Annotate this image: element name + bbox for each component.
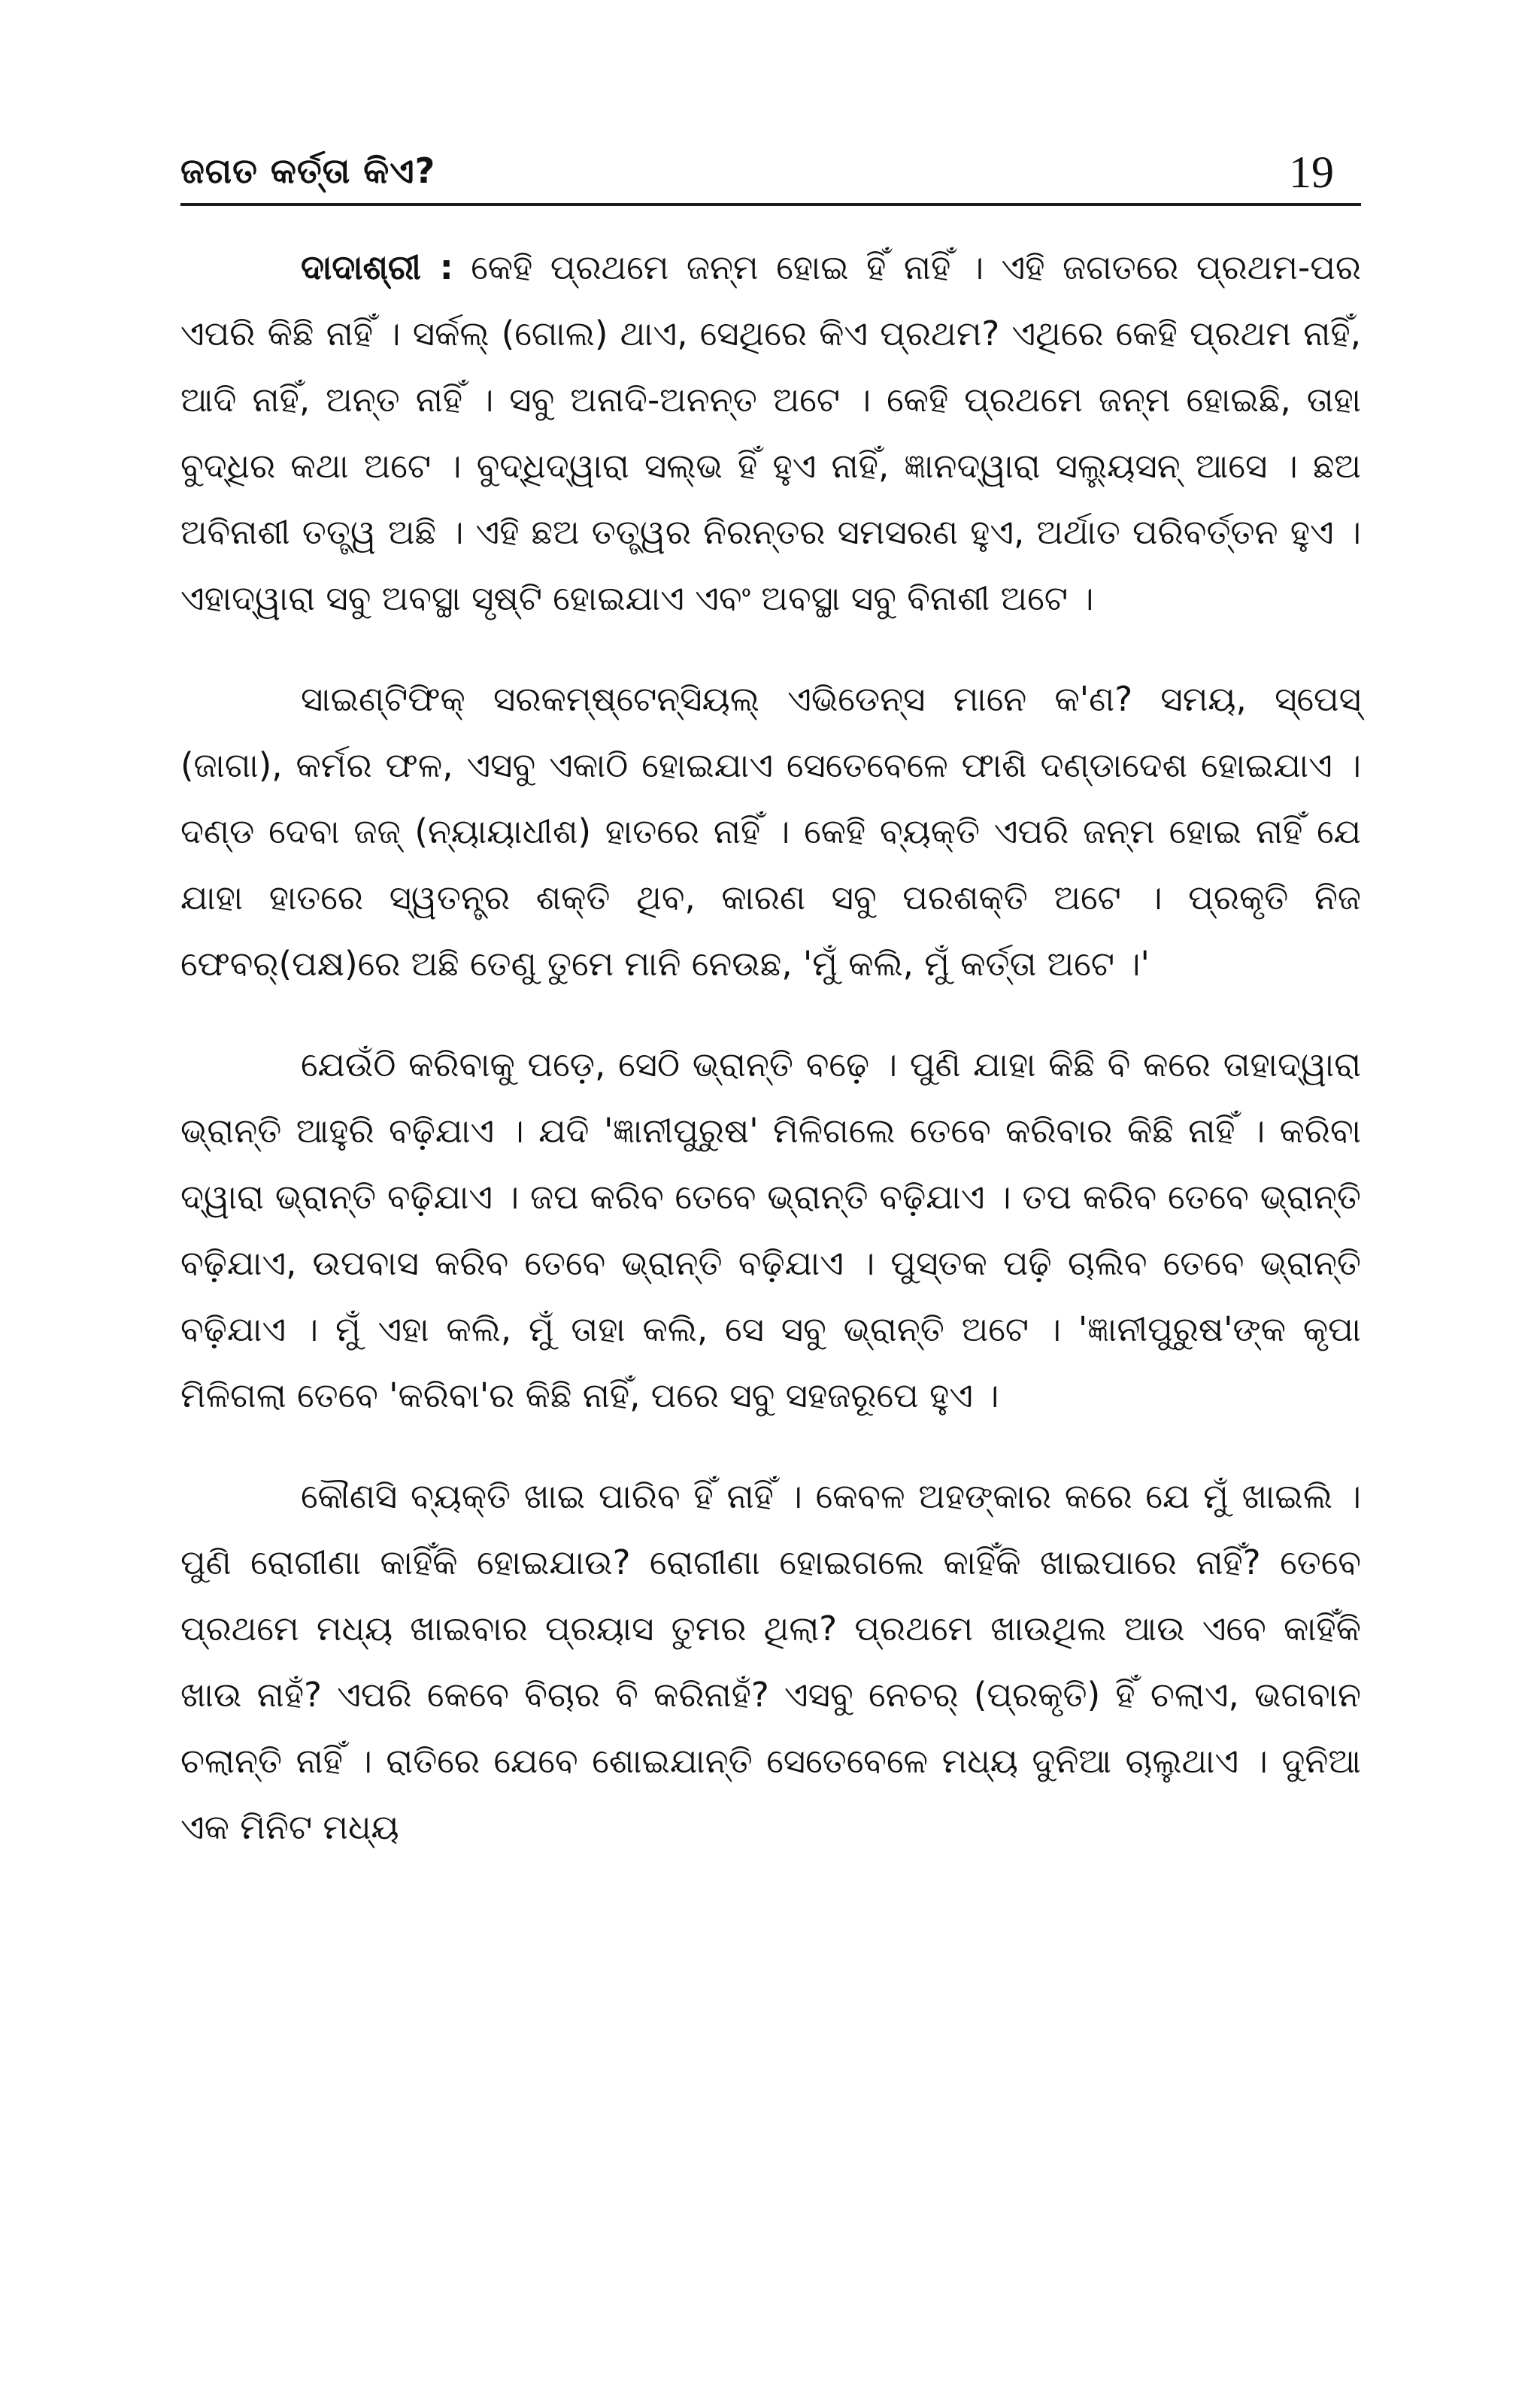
paragraph-1 xyxy=(180,235,1361,632)
body-text xyxy=(180,235,1361,1861)
paragraph-4: କୌଣସି ବ୍ୟକ୍ତି ଖାଇ ପାରିବ ହିଁ ନାହିଁ । କେବଳ ଅହଙ୍କାର କରେ ଯେ ମୁଁ ଖାଇଲି । ପୁଣି ରୋଗୀଣା କାହିଁକି ହୋଇଯାଉ? ରୋଗୀଣା ହୋଇଗଲେ କାହିଁକି ଖାଇପାରେ ନାହିଁ? ତେବେ ପ୍ରଥମେ ମଧ୍ୟ ଖାଇବାର ପ୍ରୟାସ ତୁମର ଥିଲା? ପ୍ରଥମେ ଖାଉଥିଲ ଆଉ ଏବେ କାହିଁକି ଖାଉ ନାହଁ? ଏପରି କେବେ ବିଚାର ବି କରିନାହଁ? ଏସବୁ ନେଚର୍ (ପ୍ରକୃତି) ହିଁ ଚଲାଏ, ଭଗବାନ ଚଲାନ୍ତି ନାହିଁ । ରାତିରେ ଯେବେ ଶୋଇଯାନ୍ତି ସେତେବେଳେ ମଧ୍ୟ ଦୁନିଆ ଚାଲୁଥାଏ । ଦୁନିଆ ଏକ ମିନିଟ ମଧ୍ୟ xyxy=(180,1476,1361,1847)
speaker-label: ଦାଦାଶ୍ରୀ : xyxy=(301,247,453,287)
paragraph-3: ଯେଉଁଠି କରିବାକୁ ପଡ଼େ, ସେଠି ଭ୍ରାନ୍ତି ବଢ଼େ । ପୁଣି ଯାହା କିଛି ବି କରେ ତାହାଦ୍ୱାରା ଭ୍ରାନ୍ତି ଆହୁରି ବଢ଼ିଯାଏ । ଯଦି 'ଜ୍ଞାନୀପୁରୁଷ' ମିଳିଗଲେ ତେବେ କରିବାର କିଛି ନାହିଁ । କରିବା ଦ୍ୱାରା ଭ୍ରାନ୍ତି ବଢ଼ିଯାଏ । ଜପ କରିବ ତେବେ ଭ୍ରାନ୍ତି ବଢ଼ିଯାଏ । ତପ କରିବ ତେବେ ଭ୍ରାନ୍ତି ବଢ଼ିଯାଏ, ଉପବାସ କରିବ ତେବେ ଭ୍ରାନ୍ତି ବଢ଼ିଯାଏ । ପୁସ୍ତକ ପଢ଼ି ଚାଲିବ ତେବେ ଭ୍ରାନ୍ତି ବଢ଼ିଯାଏ । ମୁଁ ଏହା କଲି, ମୁଁ ତାହା କଲି, ସେ ସବୁ ଭ୍ରାନ୍ତି ଅଟେ । 'ଜ୍ଞାନୀପୁରୁଷ'ଙ୍କ କୃପା ମିଳିଗଲା ତେବେ 'କରିବା'ର କିଛି ନାହିଁ, ପରେ ସବୁ ସହଜରୂପେ ହୁଏ । xyxy=(180,1045,1361,1415)
book-page xyxy=(180,128,1361,1895)
paragraph-2: ସାଇଣ୍ଟିଫିକ୍ ସରକମ୍‌ଷ୍ଟେନ୍ସିୟଲ୍ ଏଭିଡେନ୍ସ ମାନେ କ'ଣ? ସମୟ, ସ୍ପେସ୍ (ଜାଗା), କର୍ମର ଫଳ, ଏସବୁ ଏକାଠି ହୋଇଯାଏ ସେତେବେଳେ ଫାଶି ଦଣ୍ଡାଦେଶ ହୋଇଯାଏ । ଦଣ୍ଡ ଦେବା ଜଜ୍ (ନ୍ୟାୟାଧୀଶ) ହାତରେ ନାହିଁ । କେହି ବ୍ୟକ୍ତି ଏପରି ଜନ୍ମ ହୋଇ ନାହିଁ ଯେ ଯାହା ହାତରେ ସ୍ୱତନ୍ତ୍ର ଶକ୍ତି ଥିବ, କାରଣ ସବୁ ପରଶକ୍ତି ଅଟେ । ପ୍ରକୃତି ନିଜ ଫେବର୍(ପକ୍ଷ)ରେ ଅଛି ତେଣୁ ତୁମେ ମାନି ନେଉଛ, 'ମୁଁ କଲି, ମୁଁ କର୍ତ୍ତା ଅଟେ ।' xyxy=(180,679,1362,984)
page-number: 19 xyxy=(1289,147,1334,197)
paragraph-1-text: କେହି ପ୍ରଥମେ ଜନ୍ମ ହୋଇ ହିଁ ନାହିଁ । ଏହି ଜଗତରେ ପ୍ରଥମ-ପର ଏପରି କିଛି ନାହିଁ । ସର୍କଲ୍ (ଗୋଲ) ଥାଏ, ସେଥିରେ କିଏ ପ୍ରଥମ? ଏଥିରେ କେହି ପ୍ରଥମ ନାହିଁ, ଆଦି ନାହିଁ, ଅନ୍ତ ନାହିଁ । ସବୁ ଅନାଦି-ଅନନ୍ତ ଅଟେ । କେହି ପ୍ରଥମେ ଜନ୍ମ ହୋଇଛି, ତାହା ବୁଦ୍ଧିର କଥା ଅଟେ । ବୁଦ୍ଧିଦ୍ୱାରା ସଲ୍‌ଭ ହିଁ ହୁଏ ନାହିଁ, ଜ୍ଞାନଦ୍ୱାରା ସଲ୍ୟୁସନ୍ ଆସେ । ଛଅ ଅବିନାଶୀ ତତ୍ତ୍ୱ ଅଛି । ଏହି ଛଅ ତତ୍ତ୍ୱର ନିରନ୍ତର ସମସରଣ ହୁଏ, ଅର୍ଥାତ ପରିବର୍ତ୍ତନ ହୁଏ । ଏହାଦ୍ୱାରା ସବୁ ଅବସ୍ଥା ସୃଷ୍ଟି ହୋଇଯାଏ ଏବଂ ଅବସ୍ଥା ସବୁ ବିନାଶୀ ଅଟେ । xyxy=(180,247,1361,618)
running-header xyxy=(180,128,1361,206)
chapter-title: ଜଗତ କର୍ତ୍ତା କିଏ? xyxy=(180,150,436,191)
